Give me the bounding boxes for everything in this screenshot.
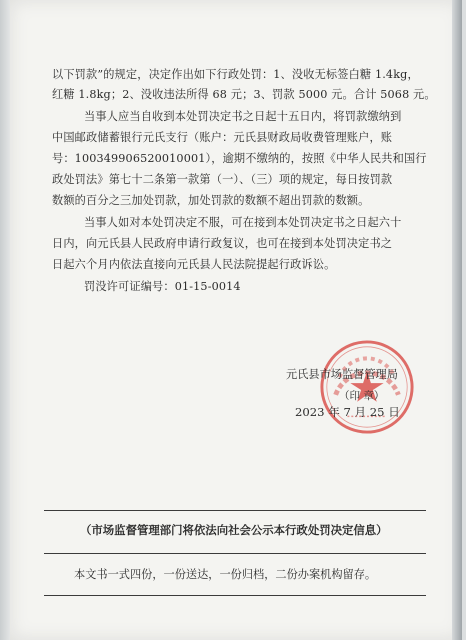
body-line: 日起六个月内依法直接向元氏县人民法院提起行政诉讼。 [52,258,336,271]
public-notice: （市场监督管理部门将依法向社会公示本行政处罚决定信息） [80,523,388,537]
body-line: 红糖 1.8kg；2、没收违法所得 68 元；3、罚款 5000 元。合计 5068 元。 [52,88,436,101]
body-line: 政处罚法》第七十二条第一款第（一）、（三）项的规定，每日按罚款 [52,173,393,186]
copies-note: 本文书一式四份，一份送达，一份归档，二份办案机构留存。 [74,568,377,581]
decision-date: 2023 年 7 月 25 日 [295,405,400,419]
body-line: 中国邮政储蓄银行元氏支行（账户：元氏县财政局收费管理账户，账 [52,131,393,144]
body-line: 当事人如对本处罚决定不服，可在接到本处罚决定书之日起六十 [84,216,402,229]
body-line: 日内，向元氏县人民政府申请行政复议，也可在接到本处罚决定书之 [52,237,393,250]
scan-left-edge [0,0,10,640]
license-number: 罚没许可证编号：01-15-0014 [84,280,241,293]
agency-name: 元氏县市场监督管理局 [286,368,398,381]
top-divider [44,510,426,511]
seal-mark: （印 章） [339,390,385,402]
body-line: 以下罚款”的规定，决定作出如下行政处罚：1、没收无标签白糖 1.4kg， [52,68,419,81]
official-seal [318,338,416,436]
body-line: 号：100349906520010001），逾期不缴纳的，按照《中华人民共和国行 [52,152,427,165]
bottom-divider [44,595,426,596]
body-line: 当事人应当自收到本处罚决定书之日起十五日内，将罚款缴纳到 [84,110,402,123]
middle-divider [44,553,426,554]
body-line: 数额的百分之三加处罚款，加处罚款的数额不超出罚款的数额。 [52,194,370,207]
scan-right-edge [452,0,462,640]
